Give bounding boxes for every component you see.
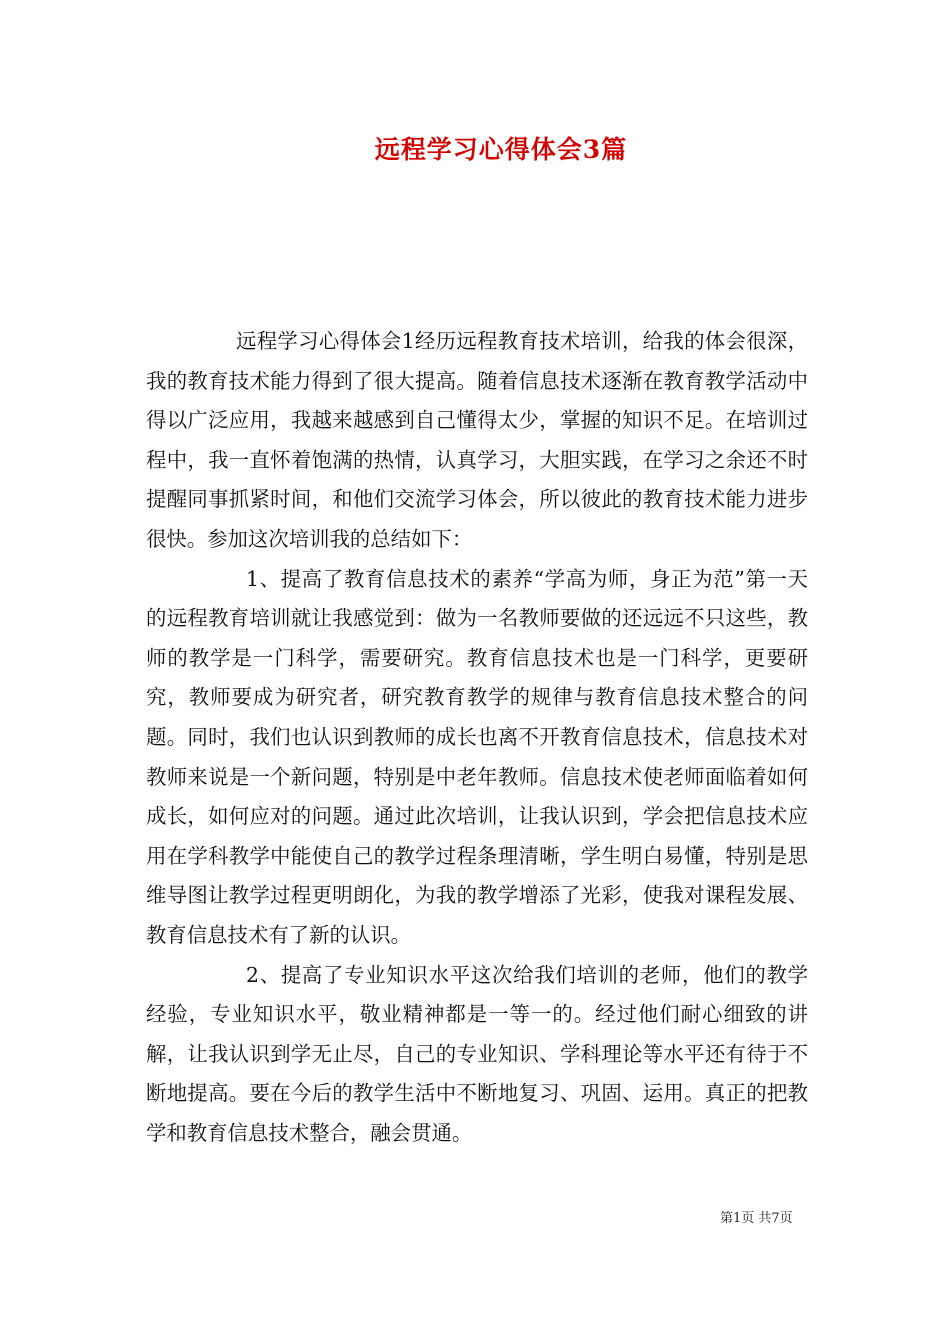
- page-number-footer: 第1页 共7页: [720, 1211, 793, 1226]
- paragraph-intro: 远程学习心得体会1经历远程教育技术培训，给我的体会很深，我的教育技术能力得到了很大提高。随着信息技术逐渐在教育教学活动中得以广泛应用，我越来越感到自己懂得太少，掌握的知识不足。在培训过程中，我一直怀着饱满的热情，认真学习，大胆实践，在学习之余还不时提醒同事抓紧时间，和他们交流学习体会，所以彼此的教育技术能力进步很快。参加这次培训我的总结如下：: [146, 329, 808, 551]
- paragraph-point-2: 2、提高了专业知识水平这次给我们培训的老师，他们的教学经验，专业知识水平，敬业精神都是一等一的。经过他们耐心细致的讲解，让我认识到学无止尽，自己的专业知识、学科理论等水平还有待于不断地提高。要在今后的教学生活中不断地复习、巩固、运用。真正的把教学和教育信息技术整合，融会贯通。: [146, 962, 808, 1145]
- document-body: [146, 322, 808, 1153]
- paragraph-point-1: 1、提高了教育信息技术的素养“学高为师，身正为范”第一天的远程教育培训就让我感觉到：做为一名教师要做的还远远不只这些，教师的教学是一门科学，需要研究。教育信息技术也是一门科学，更要研究，教师要成为研究者，研究教育教学的规律与教育信息技术整合的问题。同时，我们也认识到教师的成长也离不开教育信息技术，信息技术对教师来说是一个新问题，特别是中老年教师。信息技术使老师面临着如何成长，如何应对的问题。通过此次培训，让我认识到，学会把信息技术应用在学科教学中能使自己的教学过程条理清晰，学生明白易懂，特别是思维导图让教学过程更明朗化，为我的教学增添了光彩，使我对课程发展、教育信息技术有了新的认识。: [146, 566, 808, 947]
- document-title: 远程学习心得体会3篇: [374, 135, 628, 164]
